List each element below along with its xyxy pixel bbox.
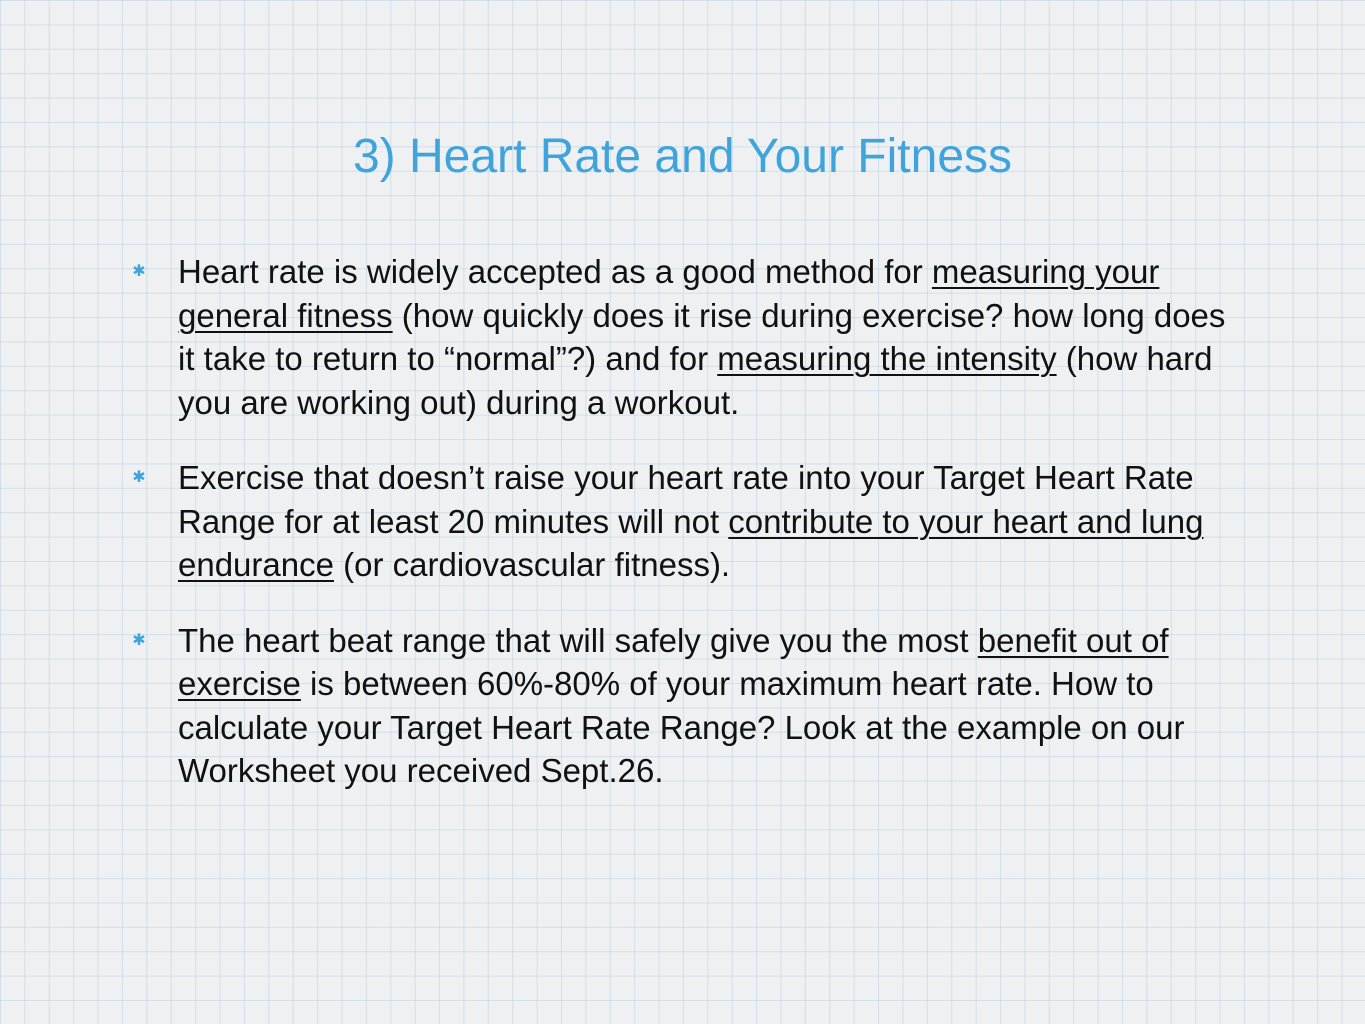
bullet-item — [132, 250, 1242, 424]
asterisk-bullet-icon: ✱ — [132, 631, 146, 649]
asterisk-bullet-icon: ✱ — [132, 263, 146, 280]
bullet-text: The heart beat range that will safely give you the most benefit out of exercise is between 60%-80% of your maximum heart rate. How to calculate your Target Heart Rate Range? Look at the example on our Worksheet you received Sept.26. — [178, 621, 1185, 789]
bullet-list — [132, 250, 1242, 825]
bullet-item — [132, 619, 1242, 793]
slide-title: 3) Heart Rate and Your Fitness — [352, 130, 1013, 183]
bullet-text: Exercise that doesn’t raise your heart rate into your Target Heart Rate Range for at least 20 minutes will not contribute to your heart and lung endurance (or cardiovascular fitness). — [178, 459, 1204, 583]
underlined-phrase: benefit out of exercise — [178, 621, 1169, 702]
asterisk-bullet-icon: ✱ — [132, 469, 146, 486]
bullet-item — [132, 456, 1242, 587]
underlined-phrase: measuring the intensity — [717, 340, 1057, 377]
underlined-phrase: measuring your general fitness — [178, 253, 1160, 334]
bullet-text: Heart rate is widely accepted as a good method for measuring your general fitness (how quickly does it rise during exercise? how long does it take to return to “normal”?) and for measuring the intensity (how hard you are working out) during a workout. — [178, 253, 1226, 421]
underlined-phrase: contribute to your heart and lung endurance — [178, 502, 1204, 583]
